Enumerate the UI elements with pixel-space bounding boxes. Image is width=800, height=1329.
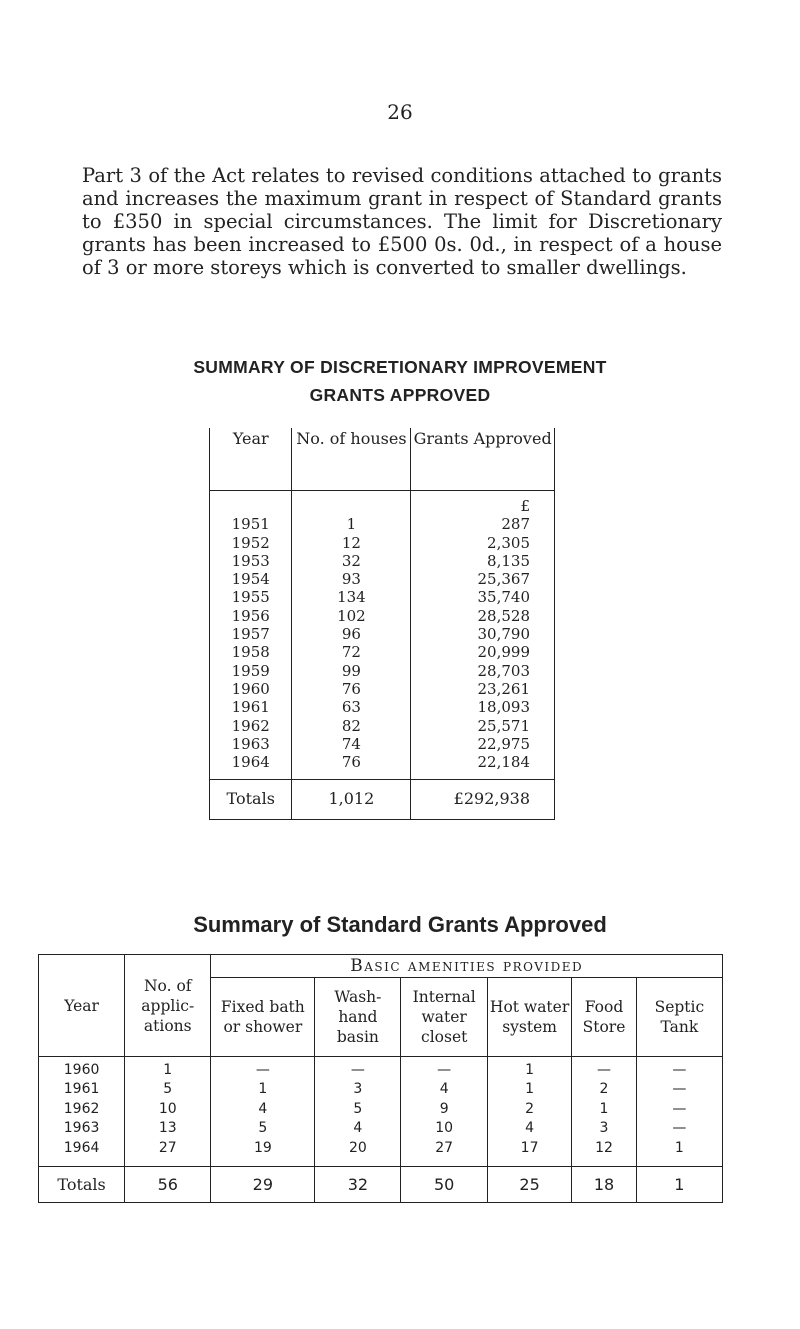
cell-houses: 96 (292, 625, 411, 643)
table-row (210, 735, 555, 753)
totals-row (210, 780, 555, 819)
cell-grants: 8,135 (411, 552, 555, 570)
cell-year: 1960 (39, 1057, 125, 1081)
cell-wash: 3 (315, 1080, 401, 1099)
table-row (210, 717, 555, 735)
cell-wc: — (401, 1057, 487, 1081)
table-row (210, 643, 555, 661)
cell-bath: 5 (211, 1119, 315, 1138)
cell-year: 1956 (210, 607, 292, 625)
cell-year: 1960 (210, 680, 292, 698)
cell-grants: 22,184 (411, 753, 555, 771)
totals-wc: 50 (401, 1167, 487, 1203)
table-row (210, 662, 555, 680)
cell-wash: 20 (315, 1139, 401, 1158)
cell-grants: 18,093 (411, 698, 555, 716)
currency-row (210, 491, 555, 516)
totals-septic: 1 (636, 1167, 722, 1203)
cell-septic: — (636, 1057, 722, 1081)
cell-food: 2 (572, 1080, 637, 1099)
cell-hot: 4 (487, 1119, 571, 1138)
cell-grants: 23,261 (411, 680, 555, 698)
table-row (39, 1057, 723, 1081)
cell-food: 12 (572, 1139, 637, 1158)
cell-houses: 12 (292, 534, 411, 552)
cell-hot: 1 (487, 1057, 571, 1081)
cell-hot: 1 (487, 1080, 571, 1099)
cell-grants: 35,740 (411, 588, 555, 606)
cell-houses: 63 (292, 698, 411, 716)
table-row (210, 753, 555, 771)
cell-food: — (572, 1057, 637, 1081)
table-row (39, 1119, 723, 1138)
table-row (210, 698, 555, 716)
totals-bath: 29 (211, 1167, 315, 1203)
cell-houses: 32 (292, 552, 411, 570)
cell-hot: 17 (487, 1139, 571, 1158)
cell-wash: 4 (315, 1119, 401, 1138)
discretionary-title-line1: SUMMARY OF DISCRETIONARY IMPROVEMENT (193, 357, 607, 377)
cell-houses: 72 (292, 643, 411, 661)
cell-grants: 287 (411, 515, 555, 533)
cell-year: 1952 (210, 534, 292, 552)
cell-bath: 4 (211, 1100, 315, 1119)
totals-applications: 56 (125, 1167, 211, 1203)
cell-food: 3 (572, 1119, 637, 1138)
col-header-grants: Grants Approved (411, 428, 555, 491)
cell-year: 1958 (210, 643, 292, 661)
totals-hot: 25 (487, 1167, 571, 1203)
standard-table-body (39, 1057, 723, 1203)
cell-hot: 2 (487, 1100, 571, 1119)
cell-year: 1963 (39, 1119, 125, 1138)
col-header-year: Year (210, 428, 292, 491)
cell-year: 1962 (210, 717, 292, 735)
table-row (39, 1080, 723, 1099)
table-row (210, 552, 555, 570)
cell-year: 1961 (210, 698, 292, 716)
col-header-bath: Fixed bath or shower (211, 978, 315, 1057)
cell-grants: 2,305 (411, 534, 555, 552)
totals-row (39, 1167, 723, 1203)
col-header-food: Food Store (572, 978, 637, 1057)
table-row (210, 588, 555, 606)
discretionary-title-line2: GRANTS APPROVED (309, 385, 491, 405)
amenities-group-header: Basic amenities provided (211, 955, 723, 978)
cell-year: 1963 (210, 735, 292, 753)
cell-grants: 30,790 (411, 625, 555, 643)
table-row (210, 515, 555, 533)
table-row (39, 1100, 723, 1119)
table-row (39, 1139, 723, 1158)
cell-year: 1955 (210, 588, 292, 606)
discretionary-table-body (210, 491, 555, 820)
cell-applications: 13 (125, 1119, 211, 1138)
cell-applications: 5 (125, 1080, 211, 1099)
cell-bath: 1 (211, 1080, 315, 1099)
cell-grants: 25,571 (411, 717, 555, 735)
table-header-row (210, 428, 555, 491)
totals-label: Totals (210, 780, 292, 819)
col-header-wc: Internal water closet (401, 978, 487, 1057)
cell-houses: 76 (292, 753, 411, 771)
cell-wc: 27 (401, 1139, 487, 1158)
standard-title: Summary of Standard Grants Approved (193, 912, 607, 937)
cell-septic: — (636, 1119, 722, 1138)
cell-grants: 22,975 (411, 735, 555, 753)
table-row (210, 607, 555, 625)
cell-year: 1959 (210, 662, 292, 680)
cell-wc: 9 (401, 1100, 487, 1119)
cell-year: 1954 (210, 570, 292, 588)
totals-grants: £292,938 (411, 780, 555, 819)
cell-houses: 102 (292, 607, 411, 625)
cell-houses: 99 (292, 662, 411, 680)
cell-houses: 82 (292, 717, 411, 735)
cell-wash: — (315, 1057, 401, 1081)
cell-food: 1 (572, 1100, 637, 1119)
cell-septic: — (636, 1080, 722, 1099)
totals-food: 18 (572, 1167, 637, 1203)
col-header-year: Year (39, 955, 125, 1057)
cell-houses: 1 (292, 515, 411, 533)
cell-grants: 28,528 (411, 607, 555, 625)
col-header-wash: Wash- hand basin (315, 978, 401, 1057)
cell-houses: 134 (292, 588, 411, 606)
col-header-houses: No. of houses (292, 428, 411, 491)
cell-houses: 93 (292, 570, 411, 588)
cell-year: 1957 (210, 625, 292, 643)
currency-symbol: £ (520, 497, 530, 515)
discretionary-grants-table (209, 428, 555, 820)
col-header-applications: No. of applic- ations (125, 955, 211, 1057)
cell-houses: 76 (292, 680, 411, 698)
cell-septic: 1 (636, 1139, 722, 1158)
cell-septic: — (636, 1100, 722, 1119)
cell-houses: 74 (292, 735, 411, 753)
totals-houses: 1,012 (292, 780, 411, 819)
cell-year: 1961 (39, 1080, 125, 1099)
totals-wash: 32 (315, 1167, 401, 1203)
cell-year: 1964 (39, 1139, 125, 1158)
table-row (210, 534, 555, 552)
intro-paragraph: Part 3 of the Act relates to revised conditions attached to grants and increases the maximum grant in respect of Standard grants to £350 in special circumstances. The limit for Discretionary grants has been increased to £500 0s. 0d., in respect of a house of 3 or more storeys which is converted to smaller dwellings. (82, 163, 722, 279)
cell-year: 1964 (210, 753, 292, 771)
cell-year: 1962 (39, 1100, 125, 1119)
page-number: 26 (387, 100, 413, 124)
cell-bath: 19 (211, 1139, 315, 1158)
cell-wc: 4 (401, 1080, 487, 1099)
cell-grants: 20,999 (411, 643, 555, 661)
cell-wc: 10 (401, 1119, 487, 1138)
cell-grants: 25,367 (411, 570, 555, 588)
cell-applications: 27 (125, 1139, 211, 1158)
cell-year: 1953 (210, 552, 292, 570)
cell-applications: 1 (125, 1057, 211, 1081)
col-header-hot: Hot water system (487, 978, 571, 1057)
cell-bath: — (211, 1057, 315, 1081)
standard-grants-table (38, 954, 723, 1203)
totals-label: Totals (39, 1167, 125, 1203)
cell-applications: 10 (125, 1100, 211, 1119)
cell-year: 1951 (210, 515, 292, 533)
cell-grants: 28,703 (411, 662, 555, 680)
cell-wash: 5 (315, 1100, 401, 1119)
table-row (210, 570, 555, 588)
col-header-septic: Septic Tank (636, 978, 722, 1057)
table-row (210, 680, 555, 698)
table-row (210, 625, 555, 643)
